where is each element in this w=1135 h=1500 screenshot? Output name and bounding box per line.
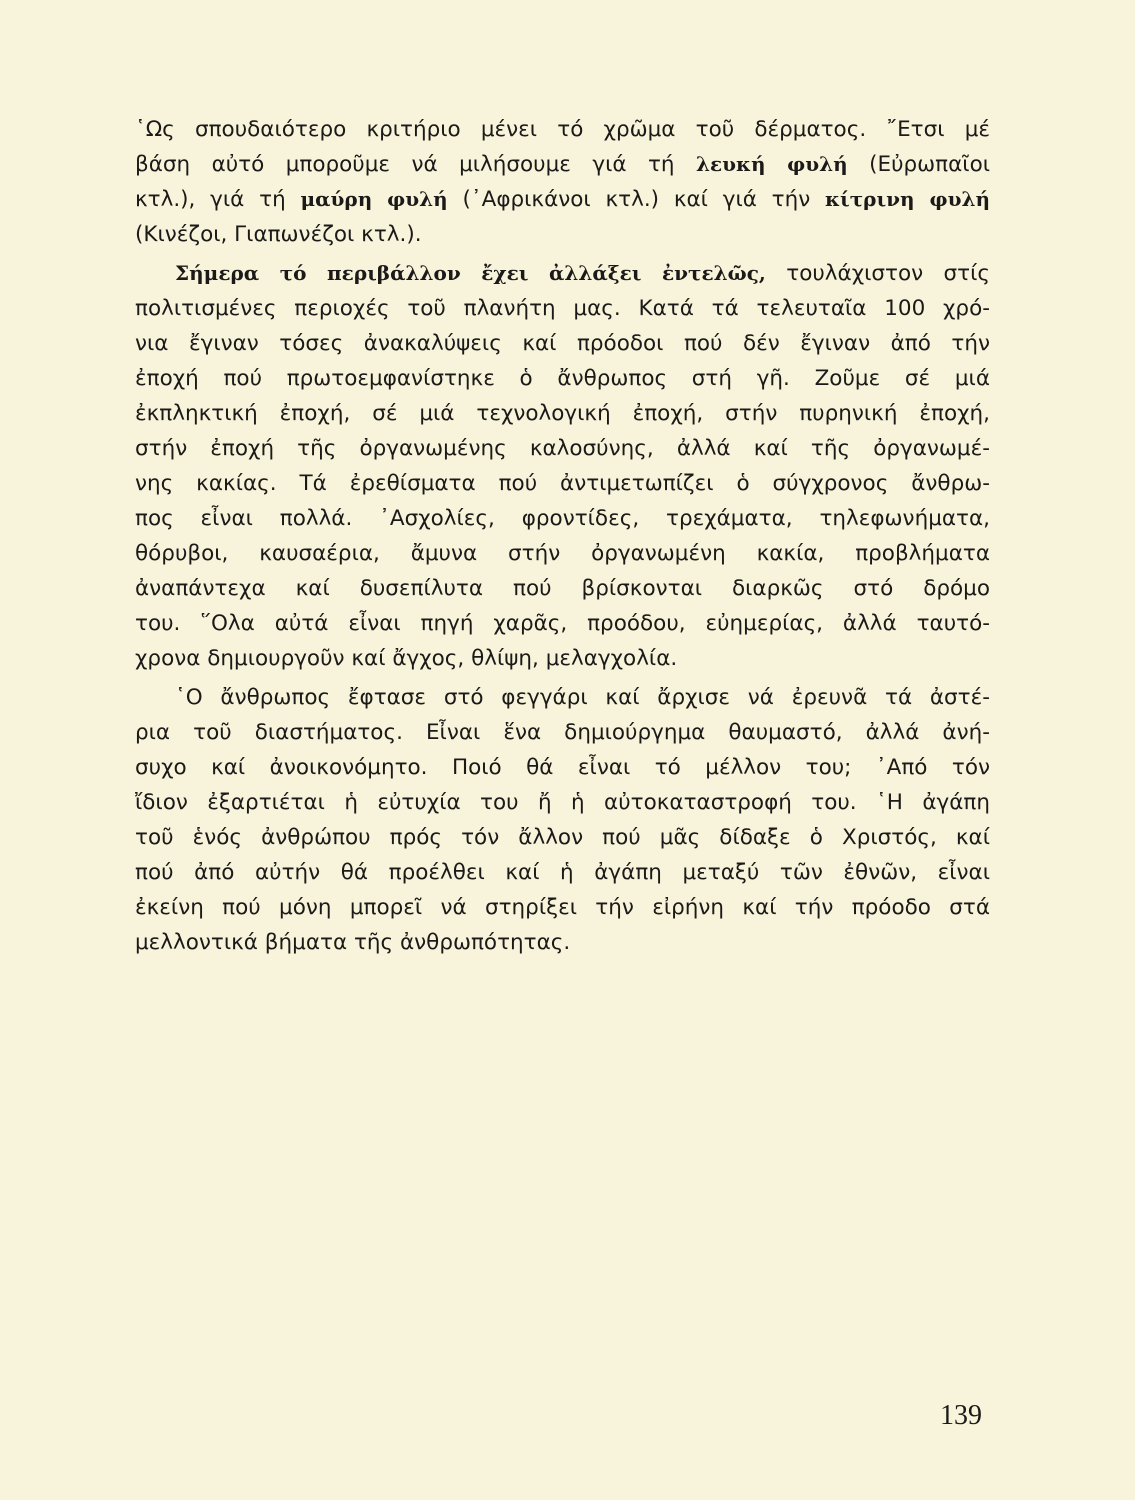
text-segment: πού ἀπό αὐτήν θά προέλθει καί ἡ ἀγάπη μεταξύ τῶν ἐθνῶν, εἶναι [135,860,990,885]
text-segment: νια ἔγιναν τόσες ἀνακαλύψεις καί πρόοδοι πού δέν ἔγιναν ἀπό τήν [135,331,990,356]
text-line [135,925,990,960]
text-segment: στήν ἐποχή τῆς ὀργανωμένης καλοσύνης, ἀλλά καί τῆς ὀργανωμέ- [135,436,990,461]
text-line [135,750,990,785]
text-line [135,890,990,925]
text-segment: μελλοντικά βήματα τῆς ἀνθρωπότητας. [135,930,571,955]
bold-term: Σήμερα τό περιβάλλον ἔχει ἀλλάξει ἐντελῶς, [175,261,766,285]
bold-term: μαύρη φυλή [300,187,448,211]
text-segment: θόρυβοι, καυσαέρια, ἄμυνα στήν ὀργανωμένη κακία, προβλήματα [135,541,990,566]
text-segment: τουλάχιστον στίς [765,261,990,286]
text-line [135,147,990,182]
text-line [135,326,990,361]
text-line [135,361,990,396]
bold-term: λευκή φυλή [695,152,848,176]
text-segment: του. ῞Ολα αὐτά εἶναι πηγή χαρᾶς, προόδου, εὐημερίας, ἀλλά ταυτό- [135,611,990,636]
page-number: 139 [940,1400,982,1431]
text-segment: πος εἶναι πολλά. ᾿Ασχολίες, φροντίδες, τρεχάματα, τηλεφωνήματα, [135,506,990,531]
text-line [135,606,990,641]
text-line [135,112,990,147]
text-line [135,785,990,820]
text-segment: κτλ.), γιά τή [135,187,301,212]
text-segment: ἐποχή πού πρωτοεμφανίστηκε ὁ ἄνθρωπος στή γῆ. Ζοῦμε σέ μιά [135,366,990,391]
bold-term: κίτρινη φυλή [825,187,991,211]
text-segment: (Κινέζοι, Γιαπωνέζοι κτλ.). [135,222,422,247]
text-line [135,256,990,291]
text-line [135,571,990,606]
text-line [135,641,990,676]
text-line [135,217,990,252]
text-segment: ρια τοῦ διαστήματος. Εἶναι ἕνα δημιούργημα θαυμαστό, ἀλλά ἀνή- [135,720,990,745]
text-segment: τοῦ ἑνός ἀνθρώπου πρός τόν ἄλλον πού μᾶς δίδαξε ὁ Χριστός, καί [135,825,990,850]
text-segment: χρονα δημιουργοῦν καί ἄγχος, θλίψη, μελαγχολία. [135,646,678,671]
text-line [135,396,990,431]
text-segment: ῾Ως σπουδαιότερο κριτήριο μένει τό χρῶμα τοῦ δέρματος. ῎Ετσι μέ [135,117,990,142]
text-segment: συχο καί ἀνοικονόμητο. Ποιό θά εἶναι τό μέλλον του; ᾿Από τόν [135,755,990,780]
page-body [135,112,990,960]
text-line [135,501,990,536]
text-line [135,820,990,855]
text-segment: ἐκείνη πού μόνη μπορεῖ νά στηρίξει τήν εἰρήνη καί τήν πρόοδο στά [135,895,990,920]
text-segment: (᾿Αφρικάνοι κτλ.) καί γιά τήν [447,187,826,212]
text-segment: ἐκπληκτική ἐποχή, σέ μιά τεχνολογική ἐποχή, στήν πυρηνική ἐποχή, [135,401,990,426]
text-segment: νης κακίας. Τά ἐρεθίσματα πού ἀντιμετωπίζει ὁ σύγχρονος ἄνθρω- [135,471,990,496]
text-line [135,182,990,217]
text-segment: ῾Ο ἄνθρωπος ἔφτασε στό φεγγάρι καί ἄρχισε νά ἐρευνᾶ τά ἀστέ- [175,685,990,710]
text-segment: ἀναπάντεχα καί δυσεπίλυτα πού βρίσκονται διαρκῶς στό δρόμο [135,576,990,601]
text-segment: (Εὐρωπαῖοι [847,152,991,177]
text-line [135,715,990,750]
text-line [135,291,990,326]
text-segment: βάση αὐτό μποροῦμε νά μιλήσουμε γιά τή [135,152,696,177]
text-line [135,466,990,501]
text-segment: πολιτισμένες περιοχές τοῦ πλανήτη μας. Κατά τά τελευταῖα 100 χρό- [135,296,990,321]
text-line [135,536,990,571]
text-line [135,431,990,466]
text-line [135,680,990,715]
text-segment: ἴδιον ἐξαρτιέται ἡ εὐτυχία του ἤ ἡ αὐτοκαταστροφή του. ῾Η ἀγάπη [135,790,990,815]
text-line [135,855,990,890]
